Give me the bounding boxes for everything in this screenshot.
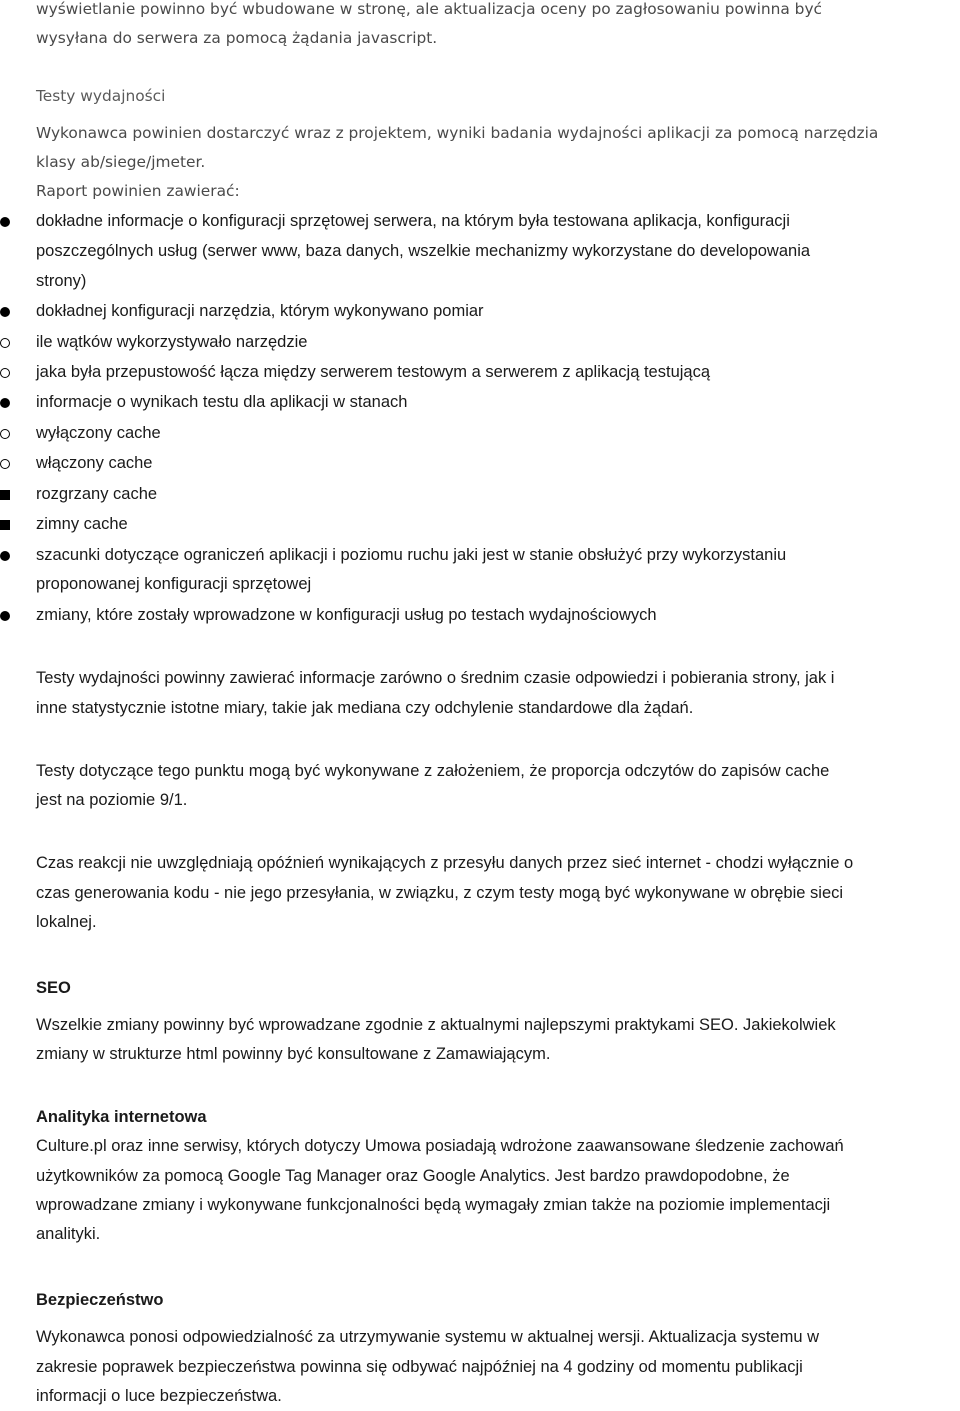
list-item: zmiany, które zostały wprowadzone w konfiguracji usług po testach wydajnościowych: [36, 606, 657, 624]
circle-bullet-icon: [0, 459, 10, 469]
paragraph-line: Wykonawca ponosi odpowiedzialność za utrzymywanie systemu w aktualnej wersji. Aktualizacja systemu w: [36, 1328, 820, 1346]
circle-bullet-icon: [0, 338, 10, 348]
square-bullet-icon: [0, 490, 10, 500]
section-heading-seo: SEO: [36, 979, 71, 997]
list-item-continuation: proponowanej konfiguracji sprzętowej: [36, 575, 312, 593]
disc-bullet-icon: [0, 551, 10, 561]
list-item-continuation: strony): [36, 272, 87, 290]
list-item: szacunki dotyczące ograniczeń aplikacji i poziomu ruchu jaki jest w stanie obsłużyć przy wykorzystaniu: [36, 546, 787, 564]
paragraph-line: Testy wydajności powinny zawierać informacje zarówno o średnim czasie odpowiedzi i pobierania strony, jak i: [36, 669, 835, 687]
section-heading-analytics: Analityka internetowa: [36, 1108, 207, 1126]
paragraph-line: czas generowania kodu - nie jego przesyłania, w związku, z czym testy mogą być wykonywane w obrębie sieci: [36, 884, 844, 902]
list-item: dokładne informacje o konfiguracji sprzętowej serwera, na którym była testowana aplikacja, konfiguracji: [36, 212, 790, 230]
paragraph-line: analityki.: [36, 1225, 101, 1243]
paragraph-line: zmiany w strukturze html powinny być konsultowane z Zamawiającym.: [36, 1045, 551, 1063]
paragraph-line: zakresie poprawek bezpieczeństwa powinna się odbywać najpóźniej na 4 godziny od momentu publikacji: [36, 1358, 803, 1376]
list-item: wyłączony cache: [36, 424, 161, 442]
list-item: informacje o wynikach testu dla aplikacji w stanach: [36, 393, 408, 411]
section-heading-performance: Testy wydajności: [36, 87, 166, 105]
paragraph-line: inne statystycznie istotne miary, takie jak mediana czy odchylenie standardowe dla żądań.: [36, 699, 694, 717]
paragraph-line: informacji o luce bezpieczeństwa.: [36, 1387, 282, 1405]
paragraph-line: wprowadzane zmiany i wykonywane funkcjonalności będą wymagały zmian także na poziomie implementacji: [36, 1196, 831, 1214]
disc-bullet-icon: [0, 307, 10, 317]
circle-bullet-icon: [0, 429, 10, 439]
report-intro: Raport powinien zawierać:: [36, 182, 240, 200]
paragraph-line: Czas reakcji nie uwzględniają opóźnień wynikających z przesyłu danych przez sieć internet - chodzi wyłącznie o: [36, 854, 854, 872]
intro-line: wyświetlanie powinno być wbudowane w stronę, ale aktualizacja oceny po zagłosowaniu powinna być: [36, 0, 823, 18]
paragraph-line: Wykonawca powinien dostarczyć wraz z projektem, wyniki badania wydajności aplikacji za pomocą narzędzia: [36, 124, 879, 142]
paragraph-line: klasy ab/siege/jmeter.: [36, 153, 206, 171]
circle-bullet-icon: [0, 368, 10, 378]
list-item: zimny cache: [36, 515, 128, 533]
list-item: rozgrzany cache: [36, 485, 158, 503]
paragraph-line: Wszelkie zmiany powinny być wprowadzane zgodnie z aktualnymi najlepszymi praktykami SEO. Jakiekolwiek: [36, 1016, 836, 1034]
list-item-continuation: poszczególnych usług (serwer www, baza danych, wszelkie mechanizmy wykorzystane do developowania: [36, 242, 811, 260]
paragraph-line: jest na poziomie 9/1.: [36, 791, 188, 809]
list-item: włączony cache: [36, 454, 153, 472]
disc-bullet-icon: [0, 611, 10, 621]
paragraph-line: użytkowników za pomocą Google Tag Manager oraz Google Analytics. Jest bardzo prawdopodobne, że: [36, 1167, 790, 1185]
list-item: jaka była przepustowość łącza między serwerem testowym a serwerem z aplikacją testującą: [36, 363, 711, 381]
section-heading-security: Bezpieczeństwo: [36, 1291, 164, 1309]
paragraph-line: Testy dotyczące tego punktu mogą być wykonywane z założeniem, że proporcja odczytów do zapisów cache: [36, 762, 830, 780]
intro-line: wysyłana do serwera za pomocą żądania javascript.: [36, 29, 438, 47]
list-item: ile wątków wykorzystywało narzędzie: [36, 333, 308, 351]
disc-bullet-icon: [0, 398, 10, 408]
list-item: dokładnej konfiguracji narzędzia, którym wykonywano pomiar: [36, 302, 484, 320]
paragraph-line: lokalnej.: [36, 913, 97, 931]
paragraph-line: Culture.pl oraz inne serwisy, których dotyczy Umowa posiadają wdrożone zaawansowane śledzenie zachowań: [36, 1137, 844, 1155]
square-bullet-icon: [0, 520, 10, 530]
disc-bullet-icon: [0, 217, 10, 227]
